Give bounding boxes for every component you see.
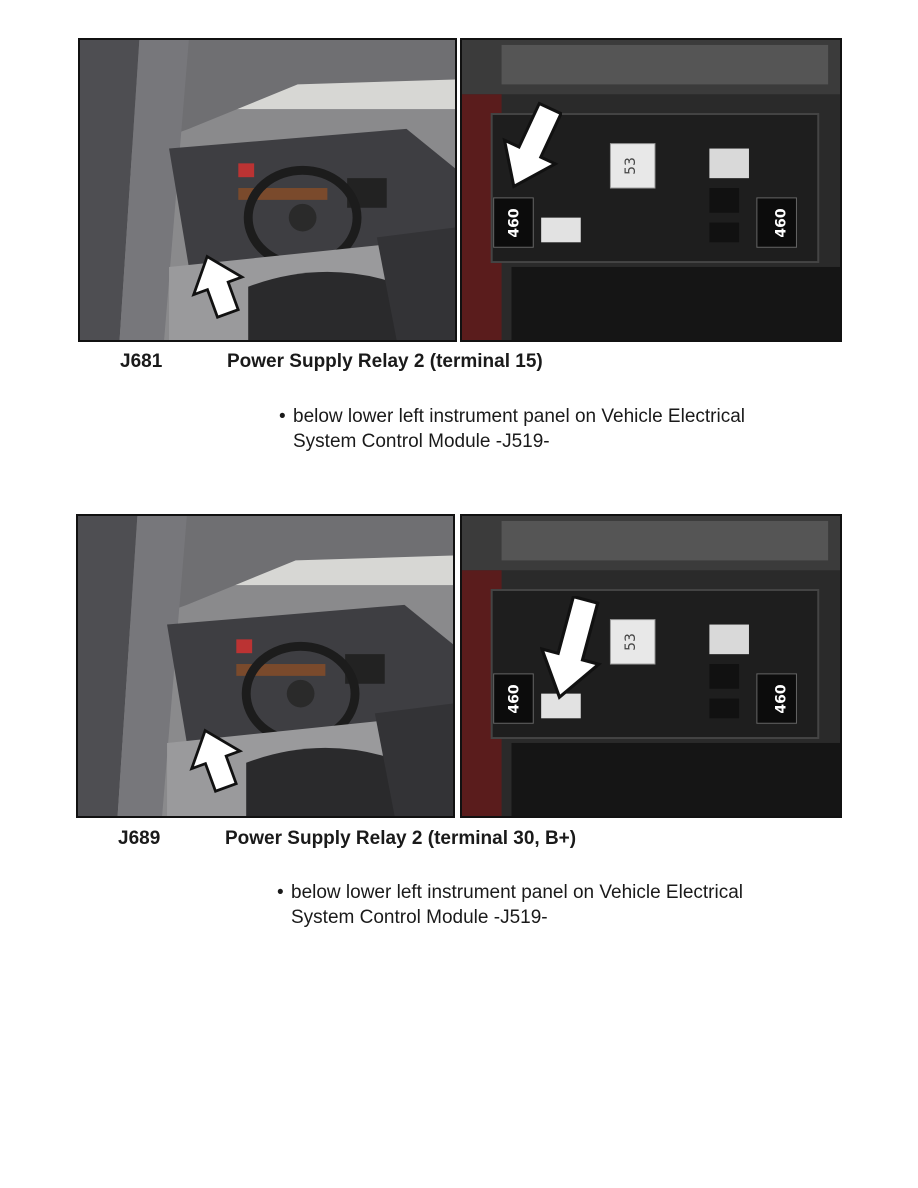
location-arrow-icon xyxy=(502,100,562,195)
interior-photo-j681 xyxy=(78,38,457,342)
component-title: Power Supply Relay 2 (terminal 30, B+) xyxy=(225,828,577,849)
bullet-line-2: System Control Module -J519- xyxy=(291,907,548,928)
component-id: J689 xyxy=(118,828,161,849)
location-arrow-icon xyxy=(190,250,245,320)
relay-label-left: 460 xyxy=(506,684,523,714)
bullet-dot: • xyxy=(279,406,286,427)
interior-photo-j689 xyxy=(76,514,455,818)
component-id: J681 xyxy=(120,351,163,372)
fuse-box-photo-j689 xyxy=(460,514,842,818)
location-arrow-icon xyxy=(540,596,605,701)
relay-label-center: 53 xyxy=(622,157,639,175)
relay-label-right: 460 xyxy=(773,208,790,238)
location-bullet xyxy=(279,404,745,454)
relay-label-right: 460 xyxy=(773,684,790,714)
fuse-box-photo-j681 xyxy=(460,38,842,342)
location-bullet xyxy=(277,880,743,930)
relay-label-center: 53 xyxy=(622,633,639,651)
bullet-line-2: System Control Module -J519- xyxy=(293,431,550,452)
location-arrow-icon xyxy=(188,724,243,794)
bullet-line-1: below lower left instrument panel on Vehicle Electrical xyxy=(293,406,746,427)
component-title: Power Supply Relay 2 (terminal 15) xyxy=(227,351,543,372)
relay-label-left: 460 xyxy=(506,208,523,238)
bullet-dot: • xyxy=(277,882,284,903)
bullet-line-1: below lower left instrument panel on Vehicle Electrical xyxy=(291,882,744,903)
